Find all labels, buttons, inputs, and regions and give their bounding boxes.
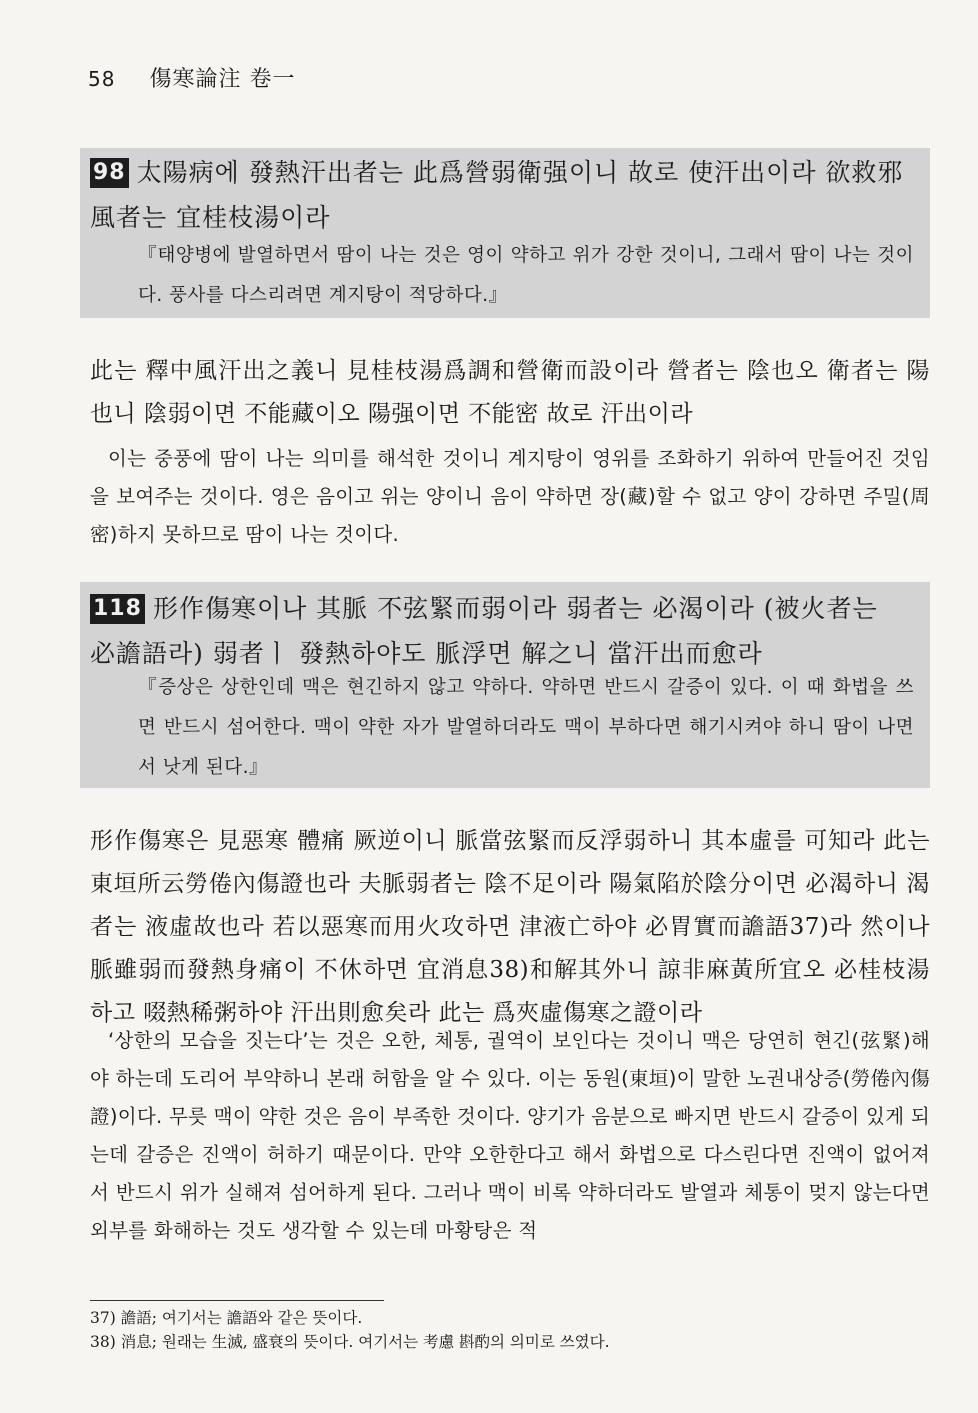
verse-98-original [90, 150, 912, 240]
page-number: 58 [88, 67, 116, 91]
commentary-98-hanja: 此는 釋中風汗出之義니 見桂枝湯爲調和營衛而設이라 營者는 陰也오 衛者는 陽也니 陰弱이면 不能藏이오 陽强이면 不能密 故로 汗出이라 [90, 358, 930, 427]
verse-box-118 [80, 582, 930, 788]
verse-118-original [90, 586, 912, 676]
commentary-98-translation: 이는 중풍에 땀이 나는 의미를 해석한 것이니 계지탕이 영위를 조화하기 위하여 만들어진 것임을 보여주는 것이다. 영은 음이고 위는 양이니 음이 약하면 장(藏)할 수 없고 양이 강하면 주밀(周密)하지 못하므로 땀이 나는 것이다. [90, 447, 930, 546]
commentary-118-translation: ‘상한의 모습을 짓는다’는 것은 오한, 체통, 궐역이 보인다는 것이니 맥은 당연히 현긴(弦緊)해야 하는데 도리어 부약하니 본래 허함을 알 수 있다. 이는 동원(東垣)이 말한 노권내상증(勞倦內傷證)이다. 무릇 맥이 약한 것은 음이 부족한 것이다. 양기가 음분으로 빠지면 반드시 갈증이 있게 되는데 갈증은 진액이 허하기 때문이다. 만약 오한한다고 해서 화법으로 다스린다면 진액이 없어져서 반드시 위가 실해져 섬어하게 된다. 그러나 맥이 비록 약하더라도 발열과 체통이 멎지 않는다면 외부를 화해하는 것도 생각할 수 있는데 마황탕은 적 [90, 1029, 930, 1242]
verse-98-hanja: 太陽病에 發熱汗出者는 此爲營弱衛强이니 故로 使汗出이라 欲救邪風者는 宜桂枝湯이라 [90, 158, 904, 232]
commentary-118-hanja: 形作傷寒은 見惡寒 體痛 厥逆이니 脈當弦緊而反浮弱하니 其本虛를 可知라 此는 東垣所云勞倦內傷證也라 夫脈弱者는 陰不足이라 陽氣陷於陰分이면 必渴하니 渴者는 液虛故也라 若以惡寒而用火攻하면 津液亡하야 必胃實而譫語37)라 然이나 脈雖弱而發熱身痛이 不休하면 宜消息38)和解其外니 諒非麻黃所宜오 必桂枝湯하고 啜熱稀粥하야 汗出則愈矣라 此는 爲夾虛傷寒之證이라 [90, 828, 930, 1026]
running-header [88, 62, 295, 93]
running-title: 傷寒論注 卷一 [149, 67, 296, 92]
verse-number-118: 118 [90, 594, 145, 624]
verse-98-translation: 『태양병에 발열하면서 땀이 나는 것은 영이 약하고 위가 강한 것이니, 그래서 땀이 나는 것이다. 풍사를 다스리려면 계지탕이 적당하다.』 [138, 245, 914, 306]
verse-box-98 [80, 148, 930, 318]
verse-118-translation: 『증상은 상한인데 맥은 현긴하지 않고 약하다. 약하면 반드시 갈증이 있다. 이 때 화법을 쓰면 반드시 섬어한다. 맥이 약한 자가 발열하더라도 맥이 부하다면 해기시켜야 하니 땀이 나면서 낫게 된다.』 [138, 677, 914, 778]
verse-118-hanja: 形作傷寒이나 其脈 不弦緊而弱이라 弱者는 必渴이라 (被火者는 必譫語라) 弱者ㅣ 發熱하야도 脈浮면 解之니 當汗出而愈라 [90, 594, 878, 668]
footnote-37: 37) 譫語; 여기서는 譫語와 같은 뜻이다. [90, 1309, 363, 1327]
verse-number-98: 98 [90, 158, 129, 188]
footnote-rule [90, 1300, 384, 1301]
footnote-38: 38) 消息; 원래는 生滅, 盛衰의 뜻이다. 여기서는 考慮 斟酌의 의미로 쓰였다. [90, 1333, 610, 1351]
